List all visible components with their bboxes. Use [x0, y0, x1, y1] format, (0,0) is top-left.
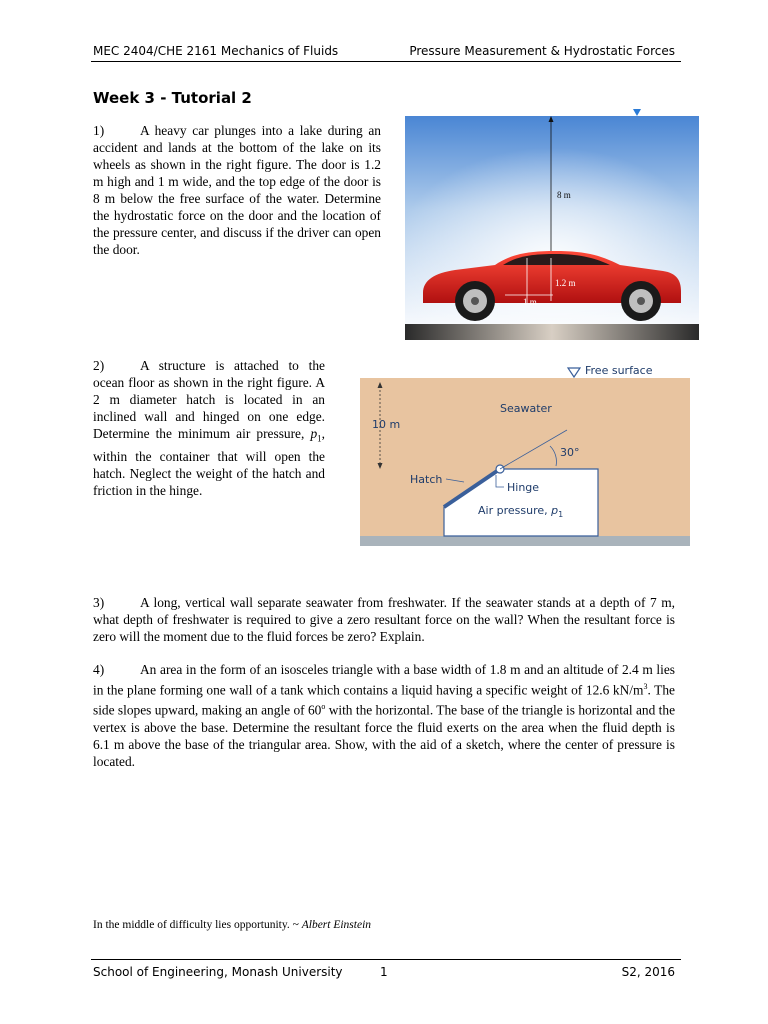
question-2	[93, 357, 325, 499]
free-surface-icon	[568, 368, 580, 377]
question-text-b: . The side slopes upward, making an angle of 60	[93, 682, 675, 718]
footer-school: School of Engineering, Monash University	[93, 965, 343, 979]
question-number: 3)	[93, 595, 105, 610]
quote	[93, 919, 371, 931]
degree-superscript: o	[321, 702, 326, 712]
pressure-subscript: 1	[317, 433, 322, 444]
free-surface-icon	[633, 109, 641, 116]
hatch-figure	[360, 362, 690, 548]
door-height-label: 1.2 m	[555, 278, 576, 288]
car-figure	[405, 105, 699, 350]
air-pressure-label: Air pressure, $p_1$	[478, 504, 564, 519]
unit-superscript: 3	[643, 682, 648, 691]
seawater-label: Seawater	[500, 402, 552, 415]
quote-author: Albert Einstein	[301, 919, 372, 931]
header-topic: Pressure Measurement & Hydrostatic Forces	[409, 44, 675, 58]
question-text-a: A structure is attached to the ocean floor as shown in the right figure. A 2 m diameter hatch is located in an inclined wall and hinged on one edge. Determine the minimum air pressure,	[93, 358, 325, 441]
lake-floor	[405, 324, 699, 340]
question-text-a: An area in the form of an isosceles triangle with a base width of 1.8 m and an altitude of 2.4 m lies in the plane forming one wall of a tank which contains a liquid having a specific weight of 12.6 kN/m	[93, 662, 675, 698]
ocean-floor	[360, 536, 690, 546]
free-surface-label: Free surface	[585, 364, 653, 377]
pressure-symbol: p	[310, 426, 318, 441]
depth-label: 10 m	[372, 418, 401, 431]
page-title: Week 3 - Tutorial 2	[93, 89, 252, 107]
question-3	[93, 594, 675, 645]
question-text-b: , within the container that will open the hatch. Neglect the weight of the hatch and friction in the hinge.	[93, 426, 325, 498]
door-width-label: 1 m	[523, 297, 537, 307]
question-number: 4)	[93, 662, 105, 677]
question-text-c: with the horizontal. The base of the triangle is horizontal and the vertex is above the base. Determine the resultant force the fluid exerts on the area when the fluid depth is 6.1 m above the base of the triangular area. Show, with the aid of a sketch, where the center of pressure is located.	[93, 702, 676, 769]
hatch-label: Hatch	[410, 473, 443, 486]
question-1	[93, 122, 381, 258]
question-text: A long, vertical wall separate seawater from freshwater. If the seawater stands at a depth of 7 m, what depth of freshwater is required to give a zero resultant force on the wall? When the resultant force is zero will the moment due to the fluid forces be zero? Explain.	[93, 595, 675, 644]
question-number: 1)	[93, 123, 105, 138]
question-number: 2)	[93, 358, 105, 373]
question-text: A heavy car plunges into a lake during an accident and lands at the bottom of the lake on its wheels as shown in the right figure. The door is 1.2 m high and 1 m wide, and the top edge of the door is 8 m below the free surface of the water. Determine the hydrostatic force on the door and the location of the pressure center, and discuss if the driver can open the door.	[93, 123, 381, 257]
footer-rule	[91, 959, 681, 960]
header-rule	[91, 61, 681, 62]
hinge-label: Hinge	[507, 481, 540, 494]
footer-term: S2, 2016	[621, 965, 675, 979]
page-number: 1	[380, 965, 388, 979]
depth-label: 8 m	[557, 190, 571, 200]
quote-text: In the middle of difficulty lies opportunity. ~	[93, 919, 302, 931]
question-4	[93, 661, 675, 770]
header-course: MEC 2404/CHE 2161 Mechanics of Fluids	[93, 44, 339, 58]
angle-label: 30°	[560, 446, 580, 459]
